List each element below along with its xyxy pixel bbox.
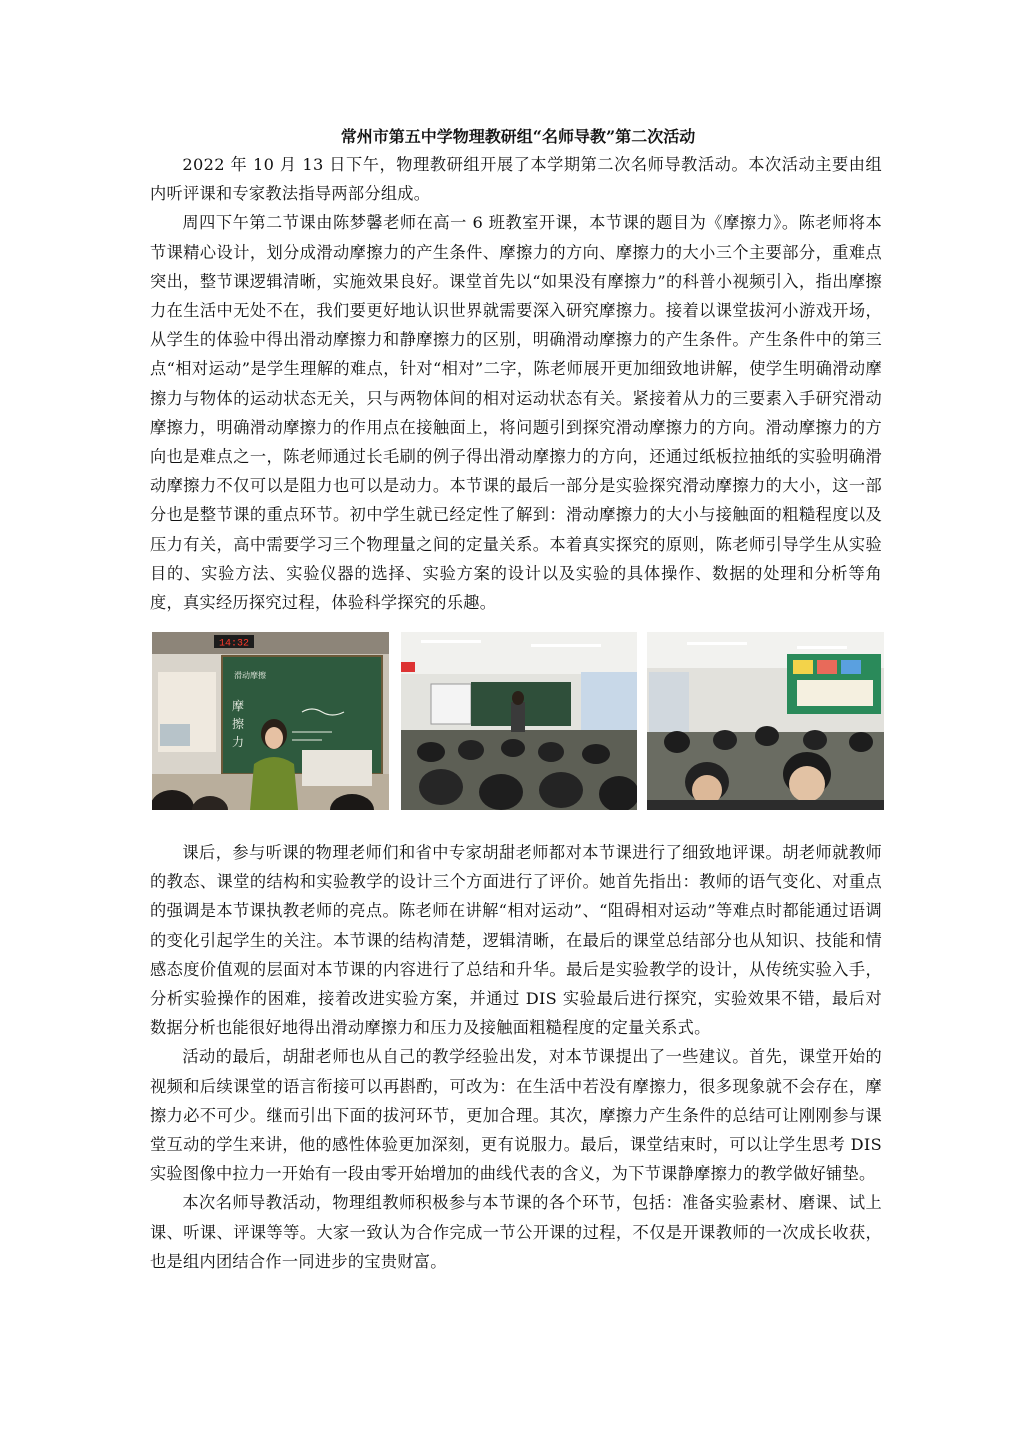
paragraph: 本次名师导教活动，物理组教师积极参与本节课的各个环节，包括：准备实验素材、磨课、试上课、听课、评课等等。大家一致认为合作完成一节公开课的过程，不仅是开课教师的一次成长收获，也是组内团结合作一同进步的宝贵财富。 (150, 1193, 882, 1271)
paragraph: 课后，参与听课的物理老师们和省中专家胡甜老师都对本节课进行了细致地评课。胡老师就教师的教态、课堂的结构和实验教学的设计三个方面进行了评价。她首先指出：教师的语气变化、对重点的强调是本节课执教老师的亮点。陈老师在讲解“相对运动”、“阻碍相对运动”等难点时都能通过语调的变化引起学生的关注。本节课的结构清楚，逻辑清晰，在最后的课堂总结部分也从知识、技能和情感态度价值观的层面对本节课的内容进行了总结和升华。最后是实验教学的设计，从传统实验入手，分析实验操作的困难，接着改进实验方案，并通过 DIS 实验最后进行探究，实验效果不错，最后对数据分析也能很好地得出滑动摩擦力和压力及接触面粗糙程度的定量关系式。 (150, 843, 882, 1038)
photo-classroom-wide (401, 632, 637, 810)
photo-students-at-desks (647, 632, 884, 810)
photo-teacher-at-blackboard (152, 632, 389, 810)
board-text: 力 (232, 735, 245, 749)
photo-row (152, 632, 884, 810)
board-text: 擦 (232, 717, 245, 731)
intro-section (150, 150, 882, 617)
clock-readout: 14:32 (218, 638, 250, 650)
paragraph: 活动的最后，胡甜老师也从自己的教学经验出发，对本节课提出了一些建议。首先，课堂开始的视频和后续课堂的语言衔接可以再斟酌，可改为：在生活中若没有摩擦力，很多现象就不会存在，摩擦力必不可少。继而引出下面的拔河环节，更加合理。其次，摩擦力产生条件的总结可让刚刚参与课堂互动的学生来讲，他的感性体验更加深刻，更有说服力。最后，课堂结束时，可以让学生思考 DIS 实验图像中拉力一开始有一段由零开始增加的曲线代表的含义，为下节课静摩擦力的教学做好铺垫。 (150, 1047, 882, 1184)
page-title: 常州市第五中学物理教研组“名师导教”第二次活动 (340, 127, 696, 146)
review-section (150, 838, 882, 1276)
board-text: 滑动摩擦 (234, 671, 266, 680)
paragraph: 周四下午第二节课由陈梦馨老师在高一 6 班教室开课，本节课的题目为《摩擦力》。陈老师将本节课精心设计，划分成滑动摩擦力的产生条件、摩擦力的方向、摩擦力的大小三个主要部分，重难点突出，整节课逻辑清晰，实施效果良好。课堂首先以“如果没有摩擦力”的科普小视频引入，指出摩擦力在生活中无处不在，我们要更好地认识世界就需要深入研究摩擦力。接着以课堂拔河小游戏开场，从学生的体验中得出滑动摩擦力和静摩擦力的区别，明确滑动摩擦力的产生条件。产生条件中的第三点“相对运动”是学生理解的难点，针对“相对”二字，陈老师展开更加细致地讲解，使学生明确滑动摩擦力与物体的运动状态无关，只与两物体间的相对运动状态有关。紧接着从力的三要素入手研究滑动摩擦力，明确滑动摩擦力的作用点在接触面上，将问题引到探究滑动摩擦力的方向。滑动摩擦力的方向也是难点之一，陈老师通过长毛刷的例子得出滑动摩擦力的方向，还通过纸板拉抽纸的实验明确滑动摩擦力不仅可以是阻力也可以是动力。本节课的最后一部分是实验探究滑动摩擦力的大小，这一部分也是整节课的重点环节。初中学生就已经定性了解到：滑动摩擦力的大小与接触面的粗糙程度以及压力有关，高中需要学习三个物理量之间的定量关系。本着真实探究的原则，陈老师引导学生从实验目的、实验方法、实验仪器的选择、实验方案的设计以及实验的具体操作、数据的处理和分析等角度，真实经历探究过程，体验科学探究的乐趣。 (150, 213, 882, 613)
paragraph: 2022 年 10 月 13 日下午，物理教研组开展了本学期第二次名师导教活动。本次活动主要由组内听评课和专家教法指导两部分组成。 (150, 155, 882, 204)
board-text: 摩 (232, 699, 245, 713)
